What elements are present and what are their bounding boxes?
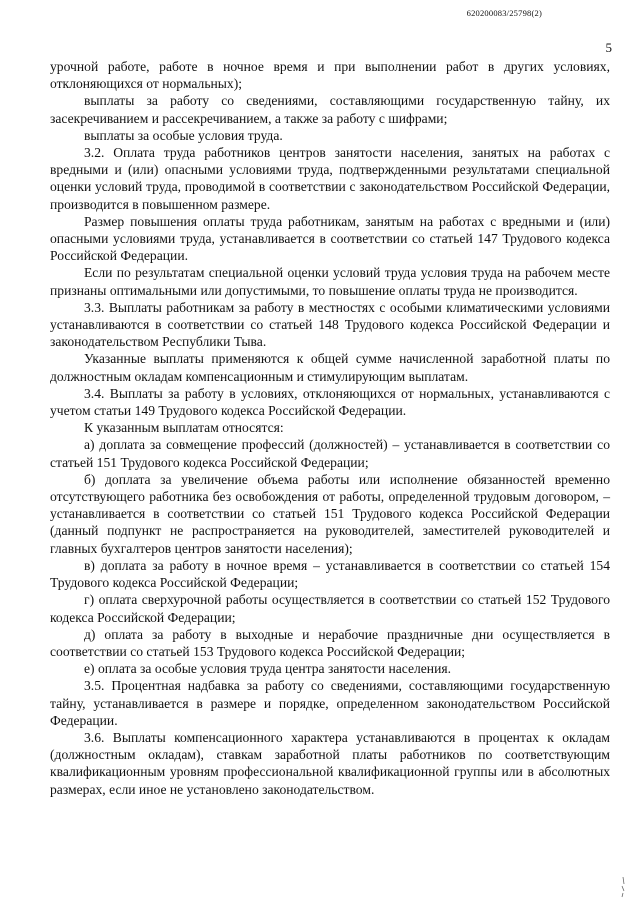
paragraph: Размер повышения оплаты труда работникам, занятым на работах с вредными и (или) опасными условиями труда, устанавливается в соответствии со статьей 147 Трудового кодекса Российской Федерации. xyxy=(50,213,610,264)
paragraph: Указанные выплаты применяются к общей сумме начисленной заработной платы по должностным окладам компенсационным и стимулирующим выплатам. xyxy=(50,351,610,384)
list-item-a: а) доплата за совмещение профессий (должностей) – устанавливается в соответствии со статьей 151 Трудового кодекса Российской Федерации; xyxy=(50,437,610,470)
paragraph: К указанным выплатам относятся: xyxy=(84,420,284,436)
paragraph-3-6: 3.6. Выплаты компенсационного характера устанавливаются в процентах к окладам (должностным окладам), ставкам заработной платы работников по соответствующим квалификационным уровням профессиональной квалификационной группы или в абсолютных размерах, если иное не установлено законодательством. xyxy=(50,729,610,797)
list-item-v: в) доплата за работу в ночное время – устанавливается в соответствии со статьей 154 Трудового кодекса Российской Федерации; xyxy=(50,557,610,591)
page-number: 5 xyxy=(605,40,612,55)
paragraph-3-4: 3.4. Выплаты за работу в условиях, отклоняющихся от нормальных, устанавливаются с учетом статьи 149 Трудового кодекса Российской Федерации. xyxy=(50,385,610,419)
paragraph: выплаты за работу со сведениями, составляющими государственную тайну, их засекречиванием и рассекречиванием, а также за работу с шифрами; xyxy=(50,93,610,126)
paragraph: Если по результатам специальной оценки условий труда условия труда на рабочем месте признаны оптимальными или допустимыми, то повышение оплаты труда не производится. xyxy=(50,265,610,298)
corner-mark xyxy=(618,876,628,901)
paragraph-continuation: урочной работе, работе в ночное время и при выполнении работ в других условиях, отклоняющихся от нормальных); xyxy=(50,59,610,92)
list-item-b: б) доплата за увеличение объема работы или исполнение обязанностей временно отсутствующего работника без освобождения от работы, определенной трудовым договором, – устанавливается в соответствии со статьей 151 Трудового кодекса Российской Федерации (данный подпункт не распространяется на руководителей, заместителей руководителей и главных бухгалтеров центров занятости населения); xyxy=(50,471,610,556)
scan-mark-icon xyxy=(618,876,628,898)
paragraph: выплаты за особые условия труда. xyxy=(84,127,283,143)
list-item-e: е) оплата за особые условия труда центра занятости населения. xyxy=(84,661,452,677)
list-item-g: г) оплата сверхурочной работы осуществляется в соответствии со статьей 152 Трудового кодекса Российской Федерации; xyxy=(50,592,610,625)
paragraph-3-5: 3.5. Процентная надбавка за работу со сведениями, составляющими государственную тайну, устанавливается в размере и порядке, определенном законодательством Российской Федерации. xyxy=(50,678,610,728)
paragraph-3-2: 3.2. Оплата труда работников центров занятости населения, занятых на работах с вредными и (или) опасными условиями труда, подтвержденными результатами специальной оценки условий труда, проводимой в соответствии с законодательством Российской Федерации, производится в повышенном размере. xyxy=(50,145,610,212)
document-id: 620200083/25798(2) xyxy=(466,8,542,18)
document-body xyxy=(50,58,610,798)
paragraph-3-3: 3.3. Выплаты работникам за работу в местностях с особыми климатическими условиями устанавливаются в соответствии со статьей 148 Трудового кодекса Российской Федерации и законодательством Республики Тыва. xyxy=(50,299,610,350)
list-item-d: д) оплата за работу в выходные и нерабочие праздничные дни осуществляется в соответствии со статьей 153 Трудового кодекса Российской Федерации; xyxy=(50,626,610,659)
